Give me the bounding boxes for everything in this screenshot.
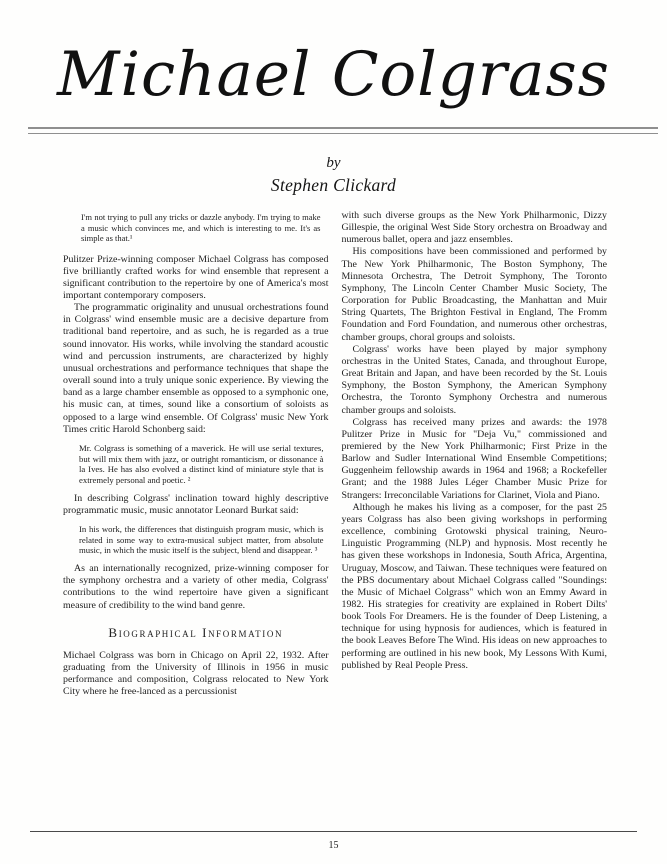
byline-prefix: by — [326, 155, 341, 171]
paragraph: Colgrass has received many prizes and awards: the 1978 Pulitzer Prize in Music for "Deja Vu," commissioned and premiered by the New York Philharmonic; First Prize in the Barlow and Sudler International Wind Ensemble Competitions; Guggenheim fellowship awards in 1964 and 1968; a Rockefeller Grant; and the 1988 Jules Léger Chamber Music Prize for Strangers: Irreconcilable Variations for Clarinet, Viola and Piano. — [341, 416, 607, 501]
paragraph: The programmatic originality and unusual orchestrations found in Colgrass' wind ensemble music are a decisive departure from traditional band repertoire, and as such, he is regarded as a true sound innovator. His works, while involving the standard acoustic wind and percussion instruments, are characterized by highly unusual orchestrations and performance techniques that shape the overall sound into a truly unique sonic experience. By viewing the band as a large chamber ensemble as opposed to a symphonic one, his music can, at times, sound like a consortium of soloists as opposed to a large wind ensemble. Of Colgrass' music New York Times critic Harold Schonberg said: — [63, 302, 329, 435]
right-column — [342, 210, 608, 698]
paragraph: with such diverse groups as the New York Philharmonic, Dizzy Gillespie, the original West Side Story orchestra on Broadway and numerous ballet, opera and jazz ensembles. — [341, 210, 607, 246]
page-number: 15 — [328, 840, 339, 851]
paragraph: Michael Colgrass was born in Chicago on April 22, 1932. After graduating from the University of Illinois in 1956 in music performance and composition, Colgrass relocated to New York City where he free-lanced as a percussionist — [63, 649, 329, 698]
byline — [0, 155, 667, 196]
paragraph: Colgrass' works have been played by major symphony orchestras in the United States, Canada, and throughout Europe, Great Britain and Japan, and have been recorded by the St. Louis Symphony, the Boston Symphony, the American Symphony Orchestra, the Toronto Symphony Orchestra and numerous chamber groups and soloists. — [341, 343, 607, 416]
rule-bottom — [28, 133, 658, 134]
block-quote-schonberg: Mr. Colgrass is something of a maverick. He will use serial textures, but will mix them with jazz, or outright romanticism, or dissonance à la Ives. He has also evolved a distinct kind of miniature style that is extremely personal and poetic. ² — [79, 442, 324, 485]
paragraph: Pulitzer Prize-winning composer Michael Colgrass has composed five brilliantly crafted works for wind ensemble that represent a significant contribution to the repertoire by one of America's most important contemporary composers. — [63, 253, 329, 301]
paragraph: His compositions have been commissioned and performed by The New York Philharmonic, The Boston Symphony, The Minnesota Orchestra, The Detroit Symphony, The Toronto Symphony, The Lincoln Center Chamber Music Society, The Corporation for Public Broadcasting, the Manhattan and Muir String Quartets, The Brighton Festival in England, The Fromm Foundation and Ford Foundation, and numerous other orchestras, chamber groups, choral groups and soloists. — [341, 246, 607, 343]
footer-rule — [30, 831, 637, 832]
rule-top — [28, 127, 658, 129]
section-heading-biographical-information: Biographical Information — [108, 624, 284, 640]
block-quote-burkat: In his work, the differences that distinguish program music, which is related in some way to extra-musical subject matter, from absolute music, in which the music itself is the subject, blend and disappear. ³ — [79, 523, 324, 556]
masthead — [0, 0, 667, 205]
title-double-rule — [28, 127, 658, 134]
author-name: Stephen Clickard — [270, 175, 397, 195]
page-title: Michael Colgrass — [57, 39, 610, 110]
paragraph: As an internationally recognized, prize-winning composer for the symphony orchestra and a variety of other media, Colgrass' contributions to the wind repertoire have given a significant measure of credibility to the wind band genre. — [63, 563, 329, 611]
paragraph: In describing Colgrass' inclination toward highly descriptive programmatic music, music annotator Leonard Burkat said: — [63, 492, 329, 516]
paragraph: Although he makes his living as a composer, for the past 25 years Colgrass has also been giving workshops in performing excellence, combining Grotowski physical training, Neuro-Linguistic Programming (NLP) and hypnosis. Most recently he has given these workshops in Indonesia, South Africa, Argentina, Uruguay, Moscow, and Taiwan. These techniques were featured on the PBS documentary about Michael Colgrass called "Soundings: the Music of Michael Colgrass" which won an Emmy Award in 1982. His strategies for creativity are explained in Robert Dilts' book Tools For Dreamers. He is the founder of Deep Listening, a technique for using hypnosis for audiences, which is featured in the book Leaves Before The Wind. His ideas on new approaches to performing are outlined in his new book, My Lessons With Kumi, published by Real People Press. — [341, 501, 607, 671]
left-column — [63, 210, 329, 698]
article-body — [63, 210, 607, 698]
epigraph-quote: I'm not trying to pull any tricks or dazzle anybody. I'm trying to make a music which convinces me, and which is interesting to me. It's as simple as that.¹ — [81, 212, 321, 243]
